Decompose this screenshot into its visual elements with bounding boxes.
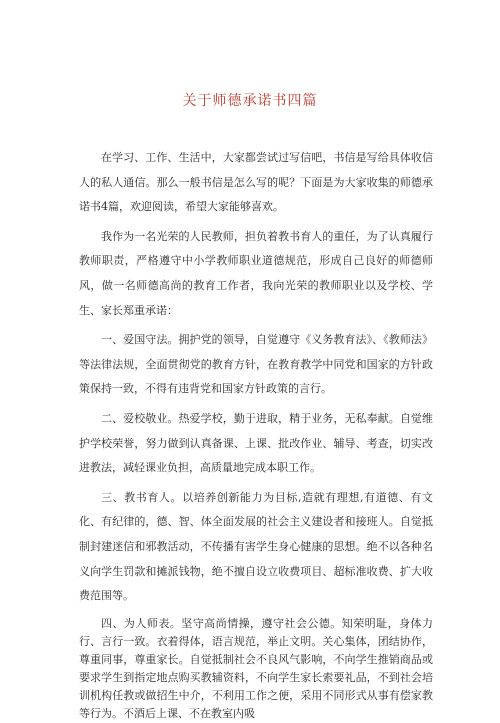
document-body — [79, 146, 433, 723]
paragraph-intro: 在学习、工作、生活中，大家都尝试过写信吧，书信是写给具体收信人的私人通信。那么一般书信是怎么写的呢？下面是为大家收集的师德承诺书4篇，欢迎阅读，希望大家能够喜欢。 — [79, 151, 433, 214]
paragraph-item-4: 四、为人师表。坚守高尚情操，遵守社会公德。知荣明耻，身体力行、言行一致。衣着得体，语言规范，举止文明。关心集体，团结协作，尊重同事，尊重家长。自觉抵制社会不良风气影响，不向学生推销商品或要求学生到指定地点购买教辅资料，不向学生家长索要礼品，不到社会培训机构任教或做招生中介，不利用工作之便，采用不同形式从事有偿家教等行为。不酒后上课、不在教室内吸 — [79, 616, 433, 720]
paragraph-item-3: 三、教书育人。以培养创新能力为目标,造就有理想,有道德、有文化、有纪律的，德、智、体全面发展的社会主义建设者和接班人。自觉抵制封建迷信和邪教活动，不传播有害学生身心健康的思想。绝不以各种名义向学生罚款和摊派钱物，绝不擅自设立收费项目、超标准收费、扩大收费范围等。 — [79, 490, 433, 603]
document-title: 关于师德承诺书四篇 — [182, 93, 318, 109]
paragraph-item-2: 二、爱校敬业。热爱学校，勤于进取，精于业务，无私奉献。自觉维护学校荣誉，努力做到认真备课、上课、批改作业、辅导、考查，切实改进教法，减轻课业负担，高质量地完成本职工作。 — [79, 411, 433, 475]
paragraph-item-1: 一、爱国守法。拥护党的领导，自觉遵守《义务教育法》、《教师法》等法律法规，全面贯彻党的教育方针，在教育教学中同党和国家的方针政策保持一致，不得有违背党和国家方针政策的言行。 — [79, 333, 433, 396]
paragraph-pledge: 我作为一名光荣的人民教师，担负着教书育人的重任，为了认真履行教师职责，严格遵守中小学教师职业道德规范，形成自己良好的师德师风，做一名师德高尚的教育工作者，我向光荣的教师职业以及学校、学生、家长郑重承诺： — [79, 229, 433, 317]
